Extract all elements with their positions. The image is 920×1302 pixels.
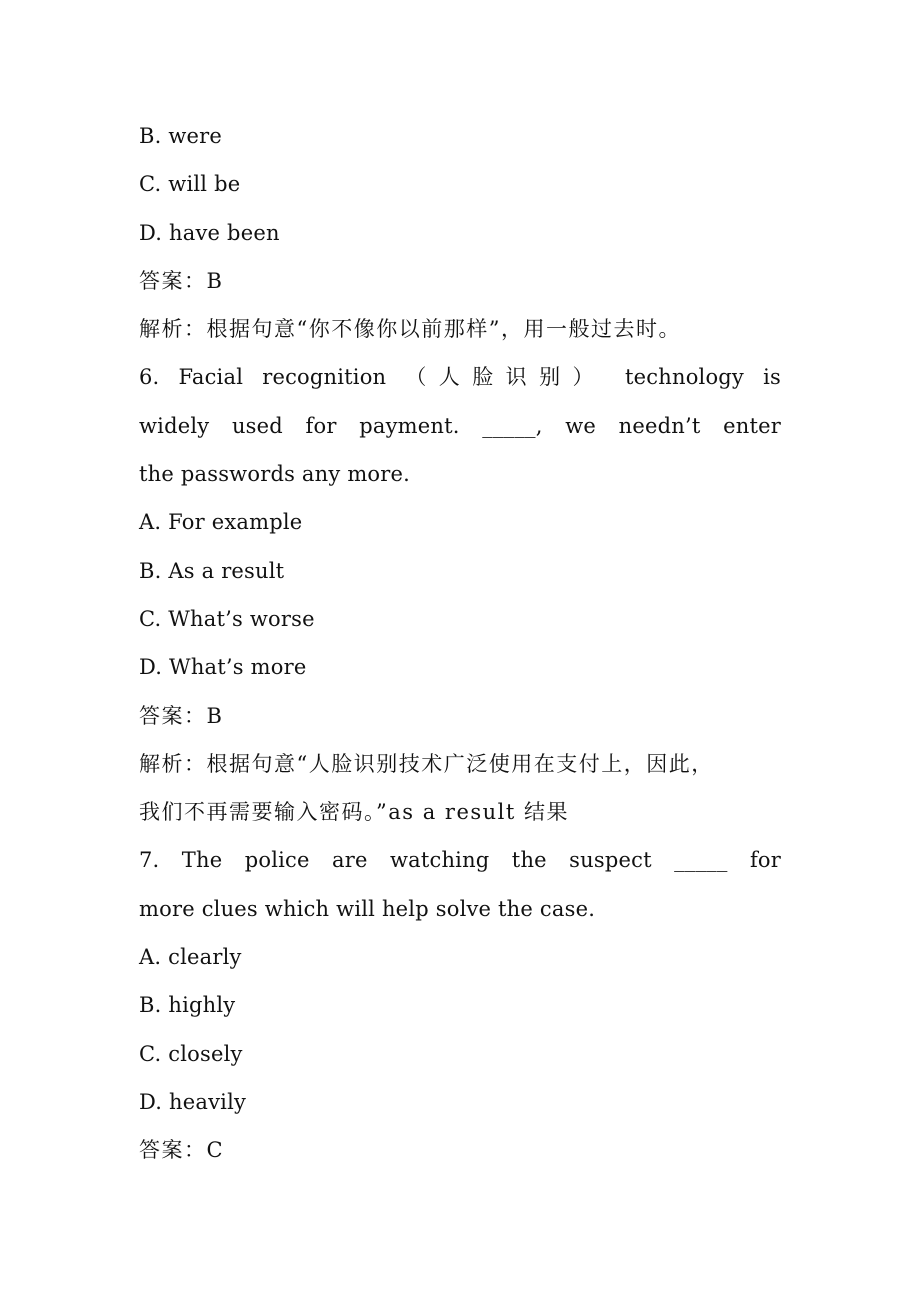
explanation-q6-line-2: 我们不再需要输入密码。”as a result 结果 bbox=[139, 800, 570, 825]
answer-q7: 答案：C bbox=[139, 1138, 225, 1163]
option-c-q5: C. will be bbox=[139, 172, 241, 197]
explanation-q6-line-1: 解析：根据句意“人脸识别技术广泛使用在支付上，因此， bbox=[139, 751, 714, 776]
explanation-q5: 解析：根据句意“你不像你以前那样”，用一般过去时。 bbox=[139, 317, 681, 342]
answer-q5: 答案：B bbox=[139, 268, 224, 293]
option-a-q7: A. clearly bbox=[139, 945, 242, 970]
option-b-q5: B. were bbox=[139, 124, 223, 148]
document-page bbox=[139, 112, 781, 1175]
question-7-line-1: 7. The police are watching the suspect _____ for bbox=[139, 848, 781, 873]
option-c-q6: C. What’s worse bbox=[139, 606, 315, 631]
option-d-q5: D. have been bbox=[139, 220, 280, 245]
option-d-q6: D. What’s more bbox=[139, 655, 307, 680]
question-6-line-1: 6. Facial recognition （人脸识别） technology is bbox=[139, 365, 781, 390]
question-7-line-2: more clues which will help solve the case. bbox=[139, 896, 596, 921]
option-c-q7: C. closely bbox=[139, 1041, 243, 1066]
answer-q6: 答案：B bbox=[139, 703, 224, 728]
option-d-q7: D. heavily bbox=[139, 1089, 247, 1114]
option-b-q6: B. As a result bbox=[139, 558, 285, 583]
question-6-line-3: the passwords any more. bbox=[139, 462, 411, 487]
option-a-q6: A. For example bbox=[139, 510, 303, 535]
option-b-q7: B. highly bbox=[139, 993, 236, 1018]
question-6-line-2: widely used for payment. _____, we needn’t enter bbox=[139, 413, 781, 438]
